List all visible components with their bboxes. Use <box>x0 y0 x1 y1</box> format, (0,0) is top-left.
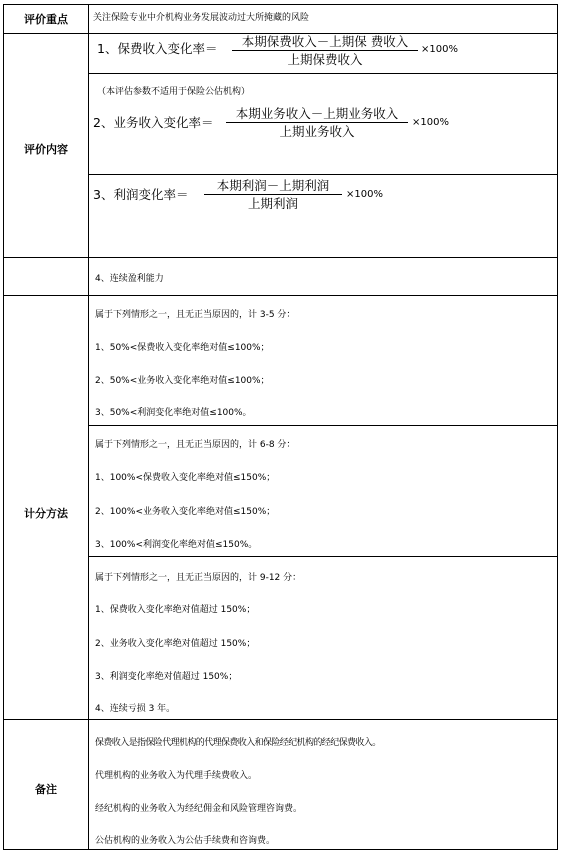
formula-1-fraction <box>232 34 418 67</box>
formula-2-prefix: 2、业务收入变化率＝ <box>93 115 214 130</box>
scoring-1-item: 2、50%<业务收入变化率绝对值≤100%； <box>95 376 270 386</box>
row-divider <box>88 556 558 557</box>
formula-3-numerator: 本期利润－上期利润 <box>216 178 330 193</box>
formula-1-numerator: 本期保费收入－上期保 费收入 <box>241 34 409 49</box>
scoring-2-intro: 属于下列情形之一，且无正当原因的，计 6-8 分： <box>95 440 296 450</box>
scoring-3-item: 1、保费收入变化率绝对值超过 150%； <box>95 605 256 615</box>
column-divider <box>88 4 89 850</box>
note-item: 经纪机构的业务收入为经纪佣金和风险管理咨询费。 <box>95 804 303 814</box>
formula-1-suffix: ×100% <box>421 44 458 55</box>
formula-1-prefix: 1、保费收入变化率＝ <box>97 41 218 56</box>
label-scoring: 计分方法 <box>24 507 68 520</box>
label-content: 评价内容 <box>24 143 68 156</box>
formula-3-prefix: 3、利润变化率＝ <box>93 187 189 202</box>
scoring-3-item: 2、业务收入变化率绝对值超过 150%； <box>95 639 256 649</box>
label-notes: 备注 <box>35 783 57 796</box>
formula-2-suffix: ×100% <box>412 117 449 128</box>
scoring-3-item: 3、利润变化率绝对值超过 150%； <box>95 672 238 682</box>
formula-1-denominator: 上期保费收入 <box>287 52 363 67</box>
scoring-3-intro: 属于下列情形之一，且无正当原因的，计 9-12 分： <box>95 573 302 583</box>
scoring-2-item: 1、100%<保费收入变化率绝对值≤150%； <box>95 473 276 483</box>
formula-3-suffix: ×100% <box>346 189 383 200</box>
formula-3-denominator: 上期利润 <box>247 196 298 211</box>
row-divider <box>3 295 558 296</box>
scoring-1-item: 1、50%<保费收入变化率绝对值≤100%； <box>95 343 270 353</box>
row-divider <box>88 425 558 426</box>
note-item: 公估机构的业务收入为公估手续费和咨询费。 <box>95 836 276 846</box>
scoring-1-intro: 属于下列情形之一，且无正当原因的，计 3-5 分： <box>95 310 296 320</box>
formula-1-note: （本评估参数不适用于保险公估机构） <box>97 87 251 97</box>
note-item: 代理机构的业务收入为代理手续费收入。 <box>95 771 258 781</box>
formula-2-fraction <box>226 106 408 139</box>
scoring-1-item: 3、50%<利润变化率绝对值≤100%。 <box>95 408 252 418</box>
scoring-2-item: 2、100%<业务收入变化率绝对值≤150%； <box>95 507 276 517</box>
note-item: 保费收入是指保险代理机构的代理保费收入和保险经纪机构的经纪保费收入。 <box>95 738 381 748</box>
scoring-2-item: 3、100%<利润变化率绝对值≤150%。 <box>95 540 258 550</box>
row-divider <box>3 257 558 258</box>
formula-2-numerator: 本期业务收入－上期业务收入 <box>235 106 399 121</box>
label-focus: 评价重点 <box>24 13 68 26</box>
item-4-text: 4、连续盈利能力 <box>95 274 164 284</box>
row-divider <box>88 73 558 74</box>
formula-3-fraction <box>204 178 342 211</box>
scoring-3-item: 4、连续亏损 3 年。 <box>95 704 176 714</box>
focus-text: 关注保险专业中介机构业务发展波动过大所掩藏的风险 <box>93 13 310 23</box>
row-divider <box>3 719 558 720</box>
row-divider <box>88 174 558 175</box>
formula-2-denominator: 上期业务收入 <box>279 124 355 139</box>
